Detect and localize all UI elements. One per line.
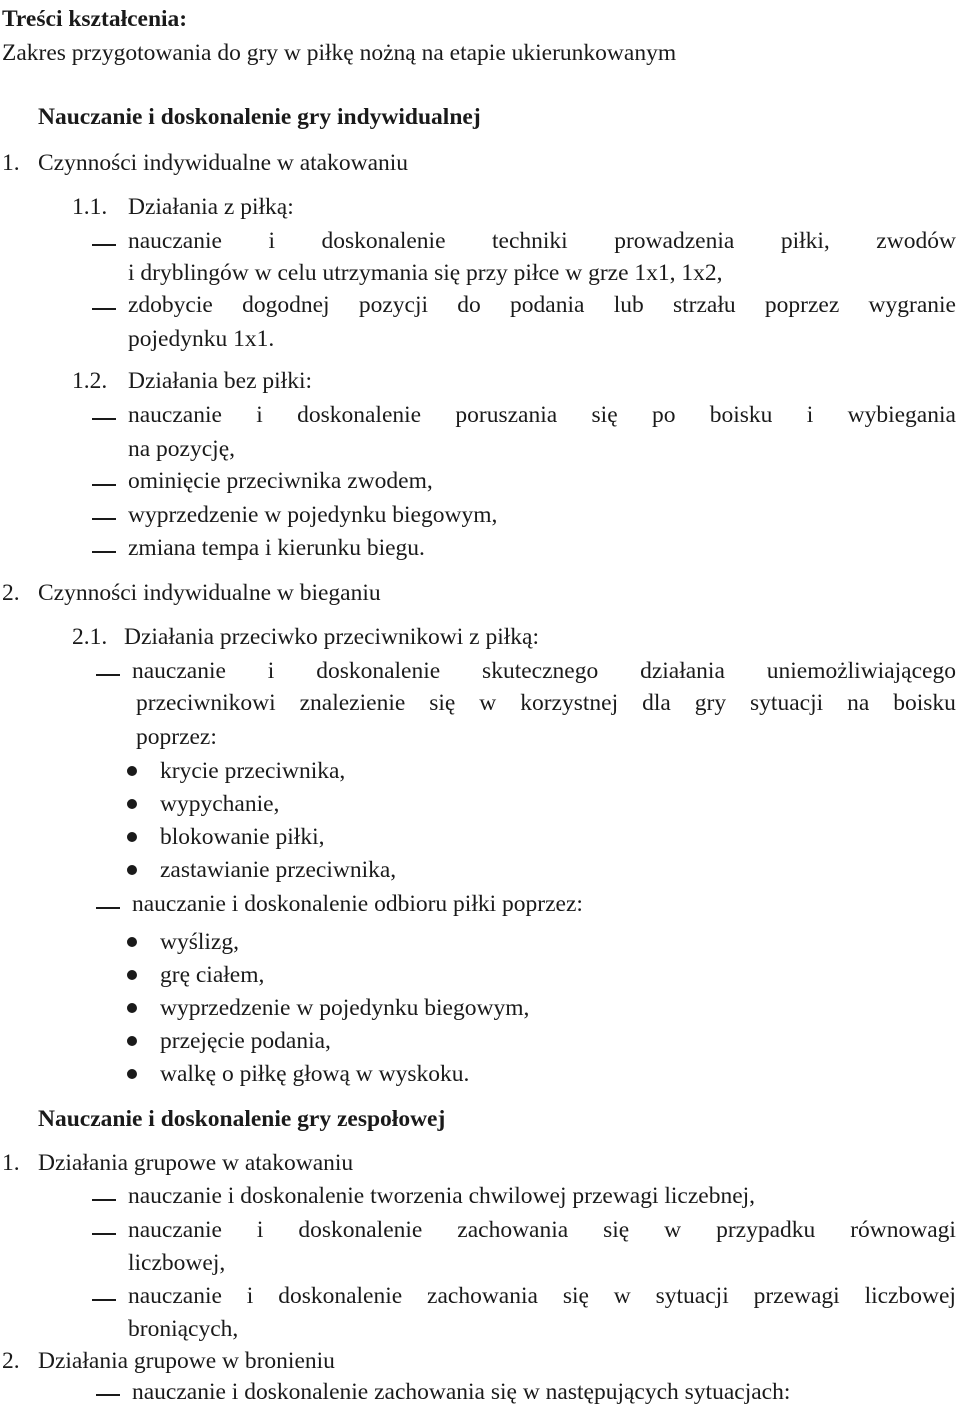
bullet-marker [127,937,137,947]
list-item-line [128,404,956,428]
word: na [847,690,870,716]
word: zachowania [457,1217,569,1243]
word: doskonalenie [316,658,441,684]
bullet-marker [127,766,137,776]
subsection-number: 1.2. [72,368,108,394]
list-item-line: pojedynku 1x1. [128,326,275,352]
list-item-line: zmiana tempa i kierunku biegu. [128,535,425,561]
word: się [562,1283,589,1309]
word: nauczanie [128,1283,222,1309]
list-item-line [136,692,956,716]
word: i [806,402,814,428]
dash-marker [92,418,116,420]
word: i [268,228,275,254]
word: równowagi [850,1217,956,1243]
word: piłki, [780,228,830,254]
list-item-line: na pozycję, [128,436,236,462]
section-number: 2. [2,580,20,606]
document-title: Treści kształcenia: [2,6,188,32]
bullet-marker [127,1069,137,1079]
word: nauczanie [128,402,222,428]
list-item-line [128,230,956,254]
section-title: Czynności indywidualne w atakowaniu [38,150,409,176]
word: boisku [893,690,956,716]
subsection-number: 1.1. [72,194,108,220]
dash-marker [92,518,116,520]
word: się [429,690,456,716]
word: po [651,402,676,428]
word: znalezienie [299,690,406,716]
list-item-line: nauczanie i doskonalenie tworzenia chwilowej przewagi liczebnej, [128,1183,756,1209]
bullet-item: zastawianie przeciwnika, [160,857,397,883]
document-subtitle: Zakres przygotowania do gry w piłkę nożną na etapie ukierunkowanym [2,40,677,66]
word: strzału [672,292,736,318]
word: w [479,690,497,716]
word: zdobycie [128,292,213,318]
word: nauczanie [128,228,222,254]
list-item-line: i dryblingów w celu utrzymania się przy piłce w grze 1x1, 1x2, [128,260,723,286]
dash-marker [92,1199,116,1201]
section-number: 1. [2,1150,20,1176]
word: zwodów [876,228,956,254]
list-item-line [128,294,956,318]
bullet-marker [127,799,137,809]
word: nauczanie [128,1217,222,1243]
bullet-item: grę ciałem, [160,962,265,988]
section-title: Działania grupowe w bronieniu [38,1348,335,1374]
bullet-marker [127,832,137,842]
list-item-line: nauczanie i doskonalenie odbioru piłki poprzez: [132,891,583,917]
section-number: 2. [2,1348,20,1374]
dash-marker [92,1233,116,1235]
word: i [256,1217,264,1243]
subsection-number: 2.1. [72,624,108,650]
word: dogodnej [242,292,330,318]
word: i [256,402,263,428]
list-item-line [132,660,956,684]
word: korzystnej [520,690,619,716]
dash-marker [92,244,116,246]
word: pozycji [358,292,428,318]
list-item-line: wyprzedzenie w pojedynku biegowym, [128,502,498,528]
section-title: Działania grupowe w atakowaniu [38,1150,354,1176]
word: się [591,402,618,428]
bullet-marker [127,970,137,980]
word: doskonalenie [298,1217,423,1243]
bullet-marker [127,865,137,875]
word: boisku [709,402,773,428]
word: przeciwnikowi [136,690,276,716]
bullet-item: wypychanie, [160,791,280,817]
word: przewagi [753,1283,840,1309]
word: w [664,1217,682,1243]
list-item-line [128,1285,956,1309]
word: do [457,292,481,318]
section-heading-team: Nauczanie i doskonalenie gry zespołowej [38,1106,446,1132]
dash-marker [96,907,120,909]
word: doskonalenie [297,402,422,428]
word: doskonalenie [321,228,446,254]
word: przypadku [716,1217,816,1243]
word: i [267,658,275,684]
word: w [613,1283,631,1309]
list-item-line [128,1219,956,1243]
word: sytuacji [750,690,824,716]
word: wybiegania [847,402,956,428]
bullet-marker [127,1003,137,1013]
dash-marker [96,674,120,676]
word: gry [694,690,727,716]
bullet-item: walkę o piłkę głową w wyskoku. [160,1061,470,1087]
word: liczbowej [864,1283,956,1309]
dash-marker [92,308,116,310]
word: poprzez [764,292,840,318]
bullet-item: wyprzedzenie w pojedynku biegowym, [160,995,530,1021]
word: się [603,1217,630,1243]
bullet-marker [127,1036,137,1046]
word: działania [640,658,725,684]
bullet-item: przejęcie podania, [160,1028,331,1054]
word: podania [510,292,585,318]
word: uniemożliwiającego [766,658,956,684]
list-item-line: broniących, [128,1316,239,1342]
word: poruszania [455,402,558,428]
subsection-title: Działania bez piłki: [128,368,313,394]
list-item-line: nauczanie i doskonalenie zachowania się w następujących sytuacjach: [132,1379,791,1405]
word: sytuacji [655,1283,729,1309]
dash-marker [92,551,116,553]
list-item-line: liczbowej, [128,1250,226,1276]
bullet-item: wyślizg, [160,929,239,955]
word: i [246,1283,254,1309]
bullet-item: blokowanie piłki, [160,824,325,850]
dash-marker [92,1299,116,1301]
subsection-title: Działania przeciwko przeciwnikowi z piłką: [124,624,539,650]
word: wygranie [868,292,956,318]
list-item-line: poprzez: [136,724,217,750]
dash-marker [92,484,116,486]
word: lub [613,292,644,318]
word: prowadzenia [614,228,735,254]
word: techniki [492,228,568,254]
word: skutecznego [482,658,599,684]
section-heading-individual: Nauczanie i doskonalenie gry indywidualnej [38,104,481,130]
subsection-title: Działania z piłką: [128,194,294,220]
section-title: Czynności indywidualne w bieganiu [38,580,381,606]
word: doskonalenie [278,1283,403,1309]
word: zachowania [427,1283,538,1309]
word: dla [642,690,671,716]
list-item-line: ominięcie przeciwnika zwodem, [128,468,433,494]
section-number: 1. [2,150,20,176]
dash-marker [96,1394,120,1396]
bullet-item: krycie przeciwnika, [160,758,346,784]
word: nauczanie [132,658,226,684]
